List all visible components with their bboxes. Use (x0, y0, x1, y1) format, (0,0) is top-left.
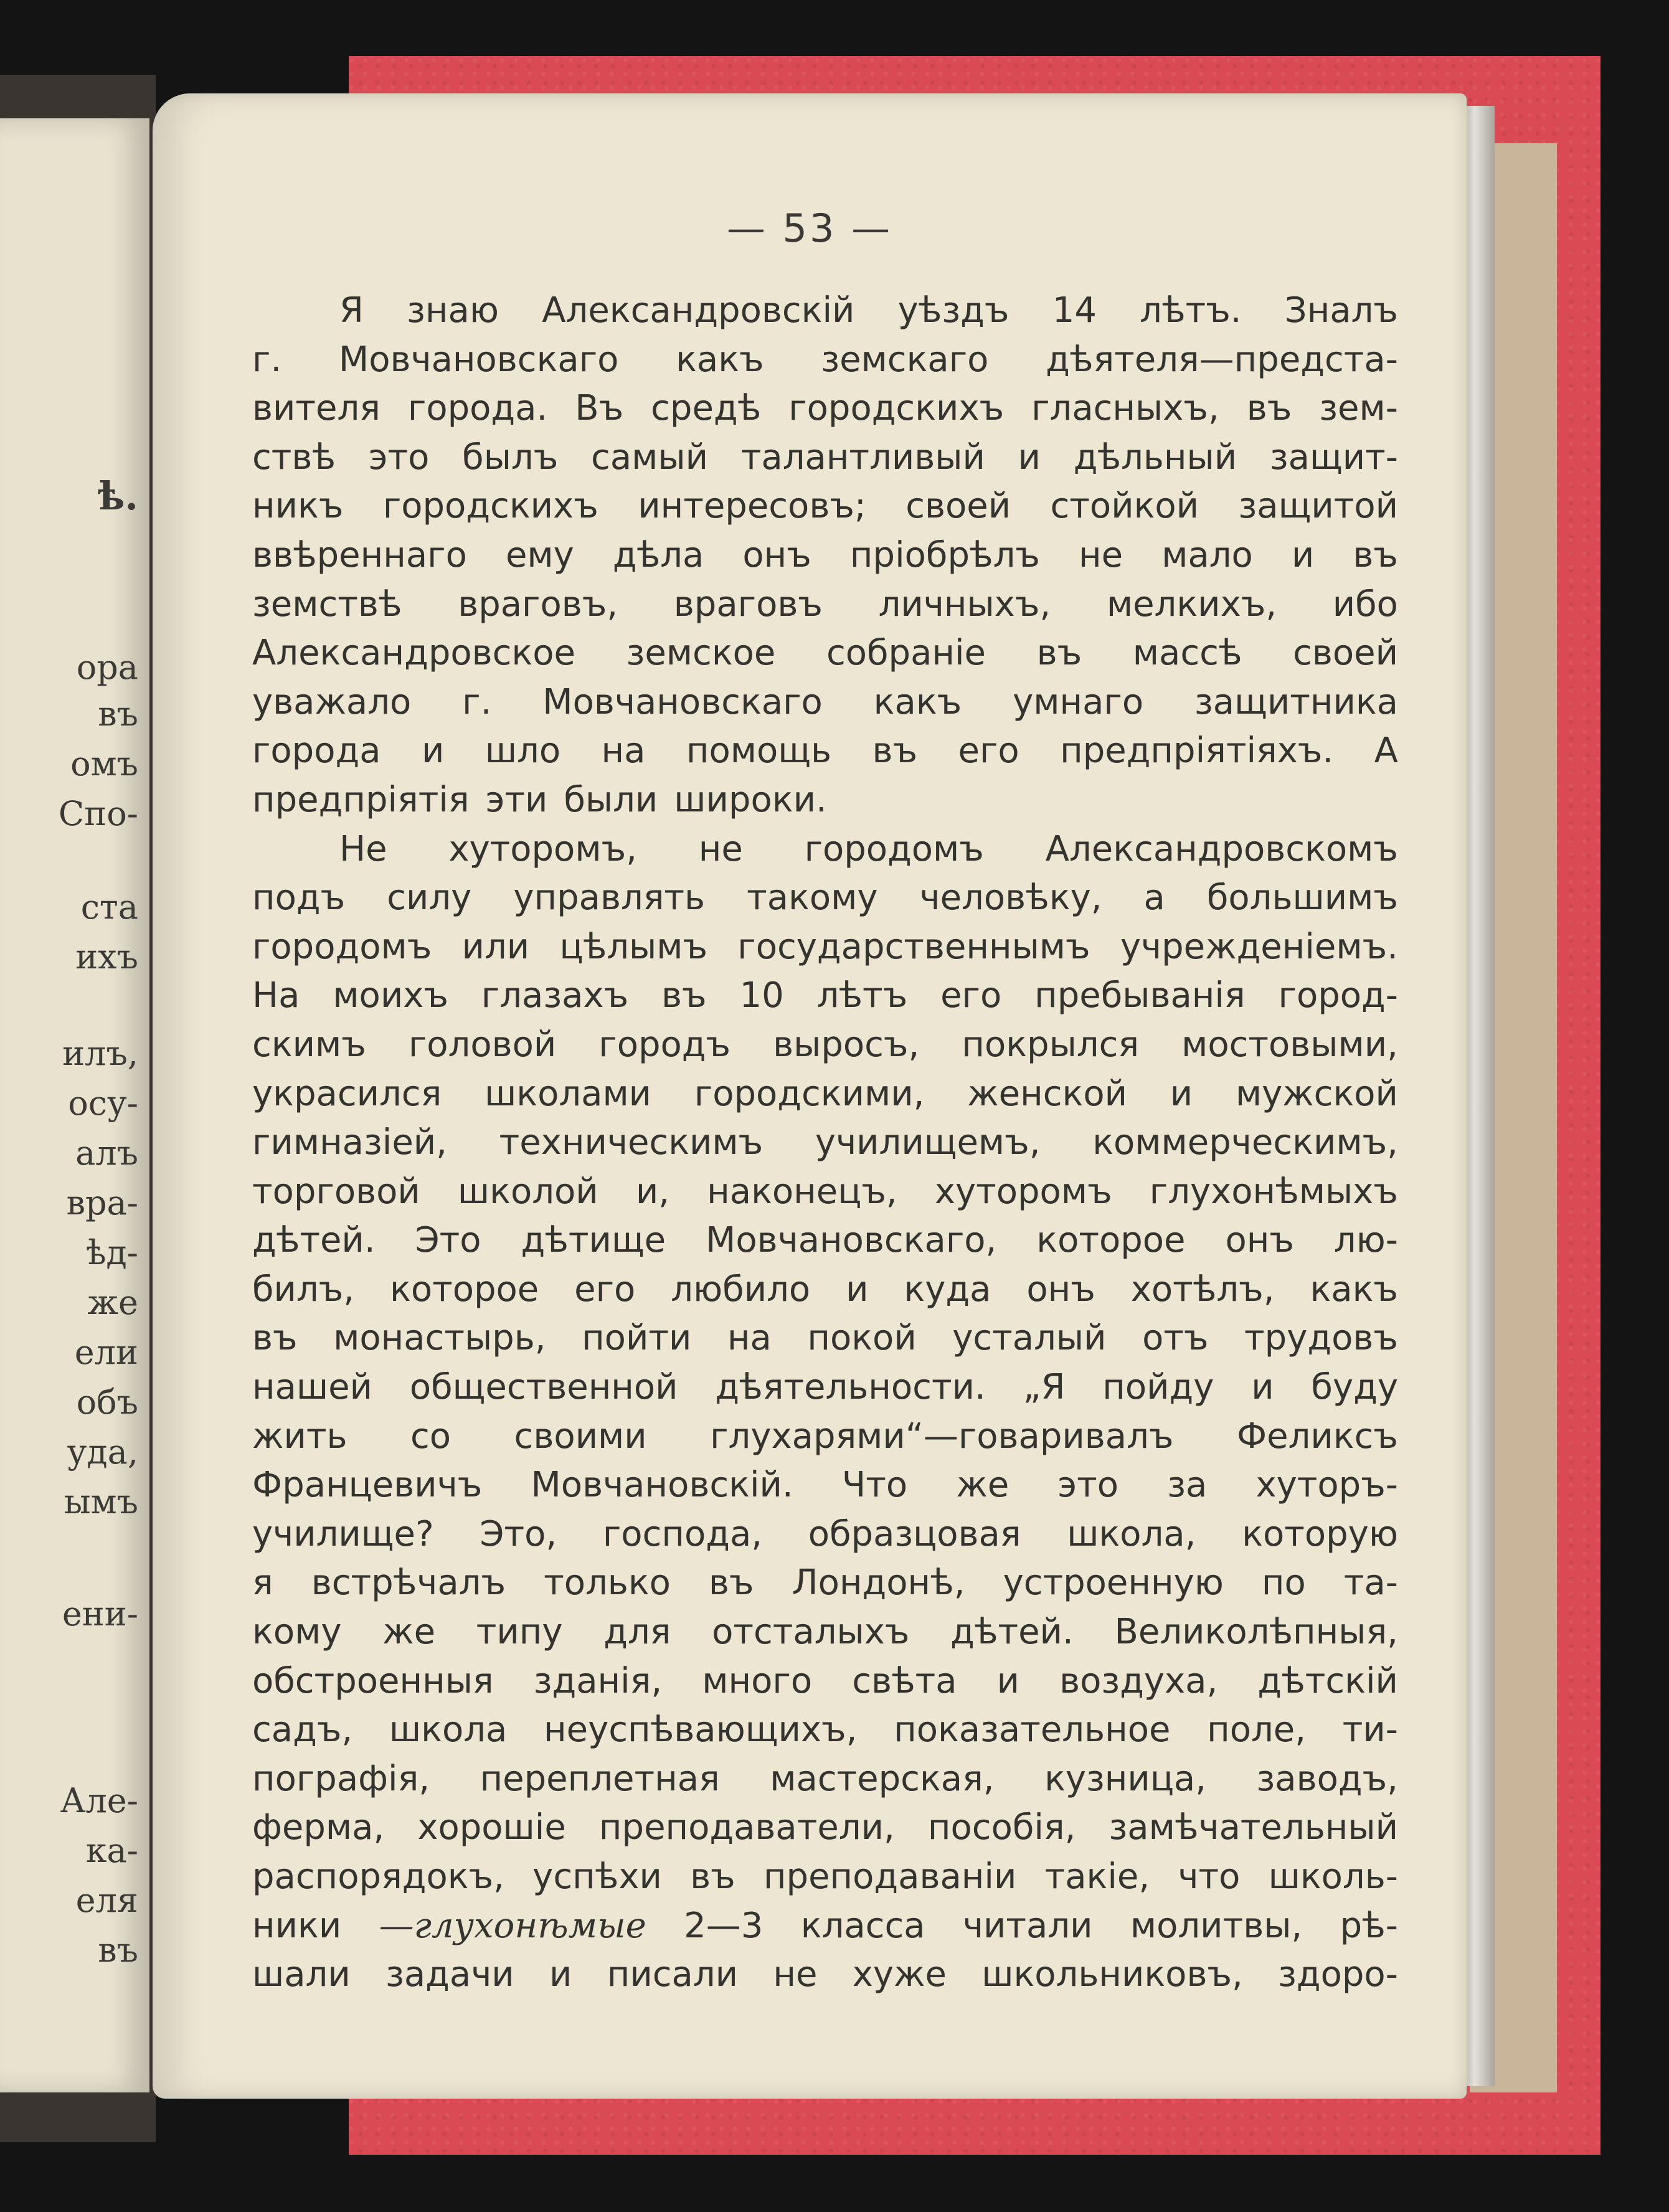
word: какъ (1310, 1269, 1398, 1310)
word: воздуха, (1059, 1660, 1218, 1701)
text-line (252, 580, 1398, 630)
word: торговой (252, 1171, 420, 1212)
word: Въ (575, 388, 624, 429)
word: Александровскомъ (1045, 828, 1398, 869)
word: своей (905, 486, 1011, 527)
word: которое (390, 1269, 539, 1310)
left-page-fragment: Але- (60, 1781, 138, 1820)
word: куда (904, 1269, 991, 1310)
word: много (702, 1660, 813, 1701)
word: большимъ (1206, 877, 1398, 919)
word: за (1167, 1465, 1208, 1506)
word: дѣтскій (1257, 1660, 1398, 1701)
word: пріобрѣлъ (849, 534, 1040, 575)
word: государственнымъ (737, 926, 1090, 967)
word: учрежденіемъ. (1120, 926, 1398, 967)
word: талантливый (740, 437, 985, 478)
word: массѣ (1132, 633, 1242, 674)
word: же (382, 1612, 436, 1653)
word: пребыванія (1034, 975, 1246, 1016)
text-line (252, 433, 1398, 483)
left-page-fragment: осу- (68, 1084, 138, 1123)
text-line (252, 336, 1398, 385)
word: не (698, 828, 743, 869)
word: онъ (1026, 1269, 1095, 1310)
left-page-fragment: ѣд- (85, 1233, 138, 1272)
word: На (252, 975, 300, 1016)
left-page-fragment: ста (80, 887, 138, 927)
word: онъ (742, 534, 811, 575)
word: которую (1242, 1513, 1398, 1554)
word: города. (407, 388, 548, 429)
word: мелкихъ, (1106, 584, 1277, 625)
word: городъ (598, 1024, 731, 1065)
left-page-fragment: Спо- (58, 794, 138, 833)
text-line (252, 384, 1398, 433)
text-line (252, 1314, 1398, 1363)
word: были (564, 779, 658, 820)
word: та- (1343, 1562, 1398, 1604)
word: гласныхъ, (1031, 388, 1219, 429)
word: какъ (676, 339, 764, 380)
text-line (252, 1412, 1398, 1462)
word: враговъ (673, 584, 823, 625)
word: школь- (1268, 1856, 1398, 1897)
text-line (252, 286, 1398, 336)
word: хотѣлъ, (1130, 1269, 1275, 1310)
word: на (727, 1318, 772, 1359)
left-page-fragment: ѣ. (97, 473, 138, 519)
word: умнаго (1013, 681, 1144, 722)
left-page-fragment: объ (76, 1382, 138, 1422)
text-line (252, 1070, 1398, 1119)
text-line (252, 1608, 1398, 1657)
left-page-fragment: ихъ (75, 937, 138, 976)
word: и, (635, 1171, 670, 1212)
word: Феликсъ (1236, 1416, 1398, 1457)
word: въ (708, 1562, 754, 1604)
left-page-fragment: еля (75, 1881, 138, 1920)
word: городскихъ (788, 388, 1005, 429)
word: городскихъ (382, 486, 598, 527)
word: мастерская, (770, 1758, 995, 1799)
word: подъ (252, 877, 346, 919)
word: пойти (582, 1318, 692, 1359)
word: кому (252, 1612, 342, 1653)
word: буду (1311, 1367, 1398, 1408)
left-page-fragment: въ (98, 694, 138, 734)
word: молитвы, (1130, 1905, 1303, 1946)
word: глухонѣмыхъ (1149, 1171, 1398, 1212)
word: здоро- (1278, 1954, 1398, 1995)
word: стойкой (1050, 486, 1199, 527)
word: моихъ (333, 975, 448, 1016)
text-line (252, 1803, 1398, 1853)
word: Мовчановскій. (531, 1465, 793, 1506)
word: и (1251, 1367, 1274, 1408)
word: г. (462, 681, 492, 722)
word: школами (485, 1073, 652, 1114)
word: Александровское (252, 633, 575, 674)
word: хуторомъ, (448, 828, 637, 869)
word: наконецъ, (707, 1171, 897, 1212)
word: дѣятеля—предста- (1046, 339, 1398, 380)
word: это (368, 437, 430, 478)
word: скимъ (252, 1024, 366, 1065)
word: преподаватели, (598, 1807, 895, 1848)
word: писали (607, 1954, 739, 1995)
word: помощь (686, 730, 832, 772)
word: показательное (894, 1709, 1171, 1751)
word: класса (800, 1905, 925, 1946)
word: въ (1246, 388, 1292, 429)
word: г. (252, 339, 282, 380)
word: его (574, 1269, 636, 1310)
word: его (958, 730, 1019, 772)
word: выросъ, (773, 1024, 920, 1065)
word: Это, (480, 1513, 557, 1554)
word: эти (485, 779, 548, 820)
word: Зналъ (1284, 290, 1398, 331)
left-page-fragment: ели (74, 1333, 138, 1372)
page-text (252, 286, 1398, 2000)
word: мостовыми, (1181, 1024, 1398, 1065)
word: силу (387, 877, 472, 919)
word: городомъ (804, 828, 984, 869)
word: Это (415, 1220, 481, 1261)
word: ти- (1342, 1709, 1398, 1751)
word: и (1018, 437, 1041, 478)
word: распорядокъ, (252, 1856, 504, 1897)
word: трудовъ (1244, 1318, 1398, 1359)
word: Что (841, 1465, 908, 1506)
word: защитой (1238, 486, 1398, 527)
word: читали (962, 1905, 1093, 1946)
word: знаю (407, 290, 499, 331)
word: Мовчановскаго (542, 681, 823, 722)
text-line (252, 1657, 1398, 1706)
word: монастырь, (333, 1318, 546, 1359)
word: усталый (952, 1318, 1107, 1359)
word: покой (807, 1318, 917, 1359)
word: школа, (1067, 1513, 1196, 1554)
word: обстроенныя (252, 1660, 494, 1701)
word: школьниковъ, (981, 1954, 1243, 1995)
word: Мовчановскаго (338, 339, 619, 380)
word: я (252, 1562, 273, 1604)
left-page-fragment: ка- (85, 1831, 138, 1870)
text-line (252, 1118, 1398, 1168)
word: средѣ (651, 388, 762, 429)
text-line (252, 1021, 1398, 1070)
word: техническимъ (499, 1122, 764, 1163)
word: 2—3 (684, 1905, 764, 1946)
word: заводъ, (1256, 1758, 1398, 1799)
text-line (252, 629, 1398, 678)
word: господа, (602, 1513, 763, 1554)
left-page-fragment: ымъ (64, 1482, 138, 1521)
word: его (940, 975, 1002, 1016)
word: хуже (852, 1954, 947, 1995)
word: и (549, 1954, 572, 1995)
word: мало (1161, 534, 1253, 575)
word: и (846, 1269, 869, 1310)
word: собраніе (826, 633, 986, 674)
word: Великолѣпныя, (1114, 1612, 1398, 1653)
word: дѣтей. (252, 1220, 376, 1261)
word: земствѣ (252, 584, 402, 625)
word: переплетная (480, 1758, 720, 1799)
text-line (252, 776, 1398, 825)
text-line (252, 1902, 1398, 1951)
word: какъ (873, 681, 962, 722)
word: образцовая (808, 1513, 1021, 1554)
text-line (252, 874, 1398, 923)
word: жить (252, 1416, 348, 1457)
left-page-fragment: илъ, (62, 1034, 138, 1073)
word: глухарями“—говаривалъ (710, 1416, 1174, 1457)
word: Александровскій (542, 290, 855, 331)
word: пойду (1102, 1367, 1214, 1408)
word: Я (339, 290, 364, 331)
right-page (153, 93, 1467, 2099)
word: и (1170, 1073, 1193, 1114)
word: ему (505, 534, 574, 575)
left-page-fragment: же (87, 1283, 138, 1322)
word: уважало (252, 681, 412, 722)
word: гимназіей, (252, 1122, 447, 1163)
text-line (252, 971, 1398, 1021)
word: со (410, 1416, 452, 1457)
word: не (1079, 534, 1123, 575)
word: ввѣреннаго (252, 534, 467, 575)
word: А (1374, 730, 1398, 772)
left-page-fragment: ени- (62, 1594, 138, 1633)
word: своей (1293, 633, 1398, 674)
word: уѣздъ (897, 290, 1009, 331)
left-page-fragment: алъ (75, 1133, 138, 1173)
word: мужской (1235, 1073, 1398, 1114)
word: встрѣчалъ (311, 1562, 506, 1604)
word: пособія, (927, 1807, 1076, 1848)
word: покрылся (962, 1024, 1140, 1065)
word: по (1261, 1562, 1306, 1604)
word: Францевичъ (252, 1465, 483, 1506)
word: предпріятія (252, 779, 470, 820)
word: хорошіе (417, 1807, 566, 1848)
word: ферма, (252, 1807, 385, 1848)
page-number: — 53 — (726, 206, 893, 251)
word: отъ (1142, 1318, 1209, 1359)
word: личныхъ, (878, 584, 1051, 625)
word: вителя (252, 388, 381, 429)
word: въ (1353, 534, 1398, 575)
word: шло (485, 730, 561, 772)
text-line (252, 1265, 1398, 1315)
word: въ (661, 975, 707, 1016)
word: дѣла (612, 534, 704, 575)
word: лѣтъ. (1140, 290, 1242, 331)
word: предпріятіяхъ. (1060, 730, 1334, 772)
word: интересовъ; (638, 486, 866, 527)
word: города (252, 730, 381, 772)
word: такому (747, 877, 878, 919)
word: свѣта (852, 1660, 957, 1701)
word: нашей (252, 1367, 373, 1408)
word: 14 (1052, 290, 1097, 331)
word: любило (671, 1269, 811, 1310)
word: школой (457, 1171, 598, 1212)
text-line (252, 1853, 1398, 1902)
word: хуторомъ (934, 1171, 1112, 1212)
word: шали (252, 1954, 351, 1995)
left-page-fragment: въ (98, 1931, 138, 1970)
word: садъ, (252, 1709, 353, 1751)
word: же (956, 1465, 1009, 1506)
word: город- (1278, 975, 1398, 1016)
word: задачи (385, 1954, 514, 1995)
word: ствѣ (252, 437, 336, 478)
word: ибо (1332, 584, 1398, 625)
text-line (252, 727, 1398, 776)
word: защит- (1269, 437, 1398, 478)
word: Лондонѣ, (792, 1562, 965, 1604)
word: враговъ, (458, 584, 618, 625)
word: пографія, (252, 1758, 430, 1799)
word: только (544, 1562, 671, 1604)
word: въ (1036, 633, 1082, 674)
word: земскаго (821, 339, 989, 380)
word: типу (476, 1612, 563, 1653)
word: и (996, 1660, 1020, 1701)
word: билъ, (252, 1269, 355, 1310)
text-line (252, 678, 1398, 727)
text-line (252, 482, 1398, 531)
word: замѣчательный (1109, 1807, 1398, 1848)
word: „Я (1023, 1367, 1066, 1408)
word: 10 (739, 975, 784, 1016)
text-line (252, 1510, 1398, 1559)
word: глазахъ (481, 975, 629, 1016)
word: украсился (252, 1073, 442, 1114)
word: преподаваніи (763, 1856, 1017, 1897)
left-page (0, 118, 149, 2092)
word: и (421, 730, 445, 772)
word: городомъ (252, 926, 432, 967)
word: дѣтище (521, 1220, 666, 1261)
word: такіе, (1044, 1856, 1150, 1897)
word: или (461, 926, 530, 967)
text-line (252, 923, 1398, 972)
word: въ (252, 1318, 298, 1359)
word: широки. (674, 779, 827, 820)
text-line (252, 1559, 1398, 1608)
word: земское (626, 633, 776, 674)
word: неуспѣвающихъ, (544, 1709, 858, 1751)
word: лѣтъ (816, 975, 908, 1016)
text-line (252, 1216, 1398, 1265)
text-line (252, 1706, 1398, 1755)
word: училищемъ, (815, 1122, 1041, 1163)
left-page-fragment: ора (76, 648, 138, 687)
word: дѣльный (1073, 437, 1237, 478)
word: женской (967, 1073, 1127, 1114)
word: это (1057, 1465, 1119, 1506)
word: коммерческимъ, (1092, 1122, 1398, 1163)
word: дѣятельности. (715, 1367, 986, 1408)
text-line (252, 1168, 1398, 1217)
word: лю- (1333, 1220, 1398, 1261)
word: городскими, (694, 1073, 925, 1114)
word: былъ (462, 437, 559, 478)
word: устроенную (1003, 1562, 1224, 1604)
word: Не (339, 828, 387, 869)
word: цѣлымъ (559, 926, 708, 967)
text-line (252, 1950, 1398, 2000)
word: что (1178, 1856, 1241, 1897)
word: въ (872, 730, 918, 772)
left-page-fragment: вра- (66, 1183, 138, 1222)
word: управлять (513, 877, 706, 919)
word: въ (690, 1856, 735, 1897)
word: успѣхи (532, 1856, 662, 1897)
word: на (601, 730, 646, 772)
text-line (252, 1461, 1398, 1510)
word: училище? (252, 1513, 434, 1554)
left-page-fragment: уда, (67, 1432, 138, 1472)
word: никъ (252, 486, 344, 527)
word: человѣку, (919, 877, 1102, 919)
word: онъ (1225, 1220, 1294, 1261)
text-line (252, 1363, 1398, 1412)
word: своими (514, 1416, 647, 1457)
word: рѣ- (1340, 1905, 1398, 1946)
word: самый (591, 437, 708, 478)
word: поле, (1207, 1709, 1307, 1751)
word: Мовчановскаго, (706, 1220, 997, 1261)
word: а (1143, 877, 1165, 919)
word: отсталыхъ (712, 1612, 910, 1653)
word: зданія, (533, 1660, 663, 1701)
word: дѣтей. (950, 1612, 1074, 1653)
left-page-fragment: омъ (70, 744, 138, 783)
word: школа (389, 1709, 508, 1751)
text-line (252, 531, 1398, 580)
word: не (773, 1954, 818, 1995)
word: ники (252, 1905, 342, 1946)
word: —глухонѣмые (379, 1905, 646, 1946)
word: хуторъ- (1255, 1465, 1398, 1506)
word: и (1291, 534, 1315, 575)
word: головой (408, 1024, 557, 1065)
word: кузница, (1044, 1758, 1207, 1799)
word: защитника (1194, 681, 1398, 722)
word: которое (1036, 1220, 1186, 1261)
word: общественной (409, 1367, 678, 1408)
text-line (252, 825, 1398, 874)
word: зем- (1319, 388, 1398, 429)
text-line (252, 1755, 1398, 1804)
word: для (603, 1612, 671, 1653)
